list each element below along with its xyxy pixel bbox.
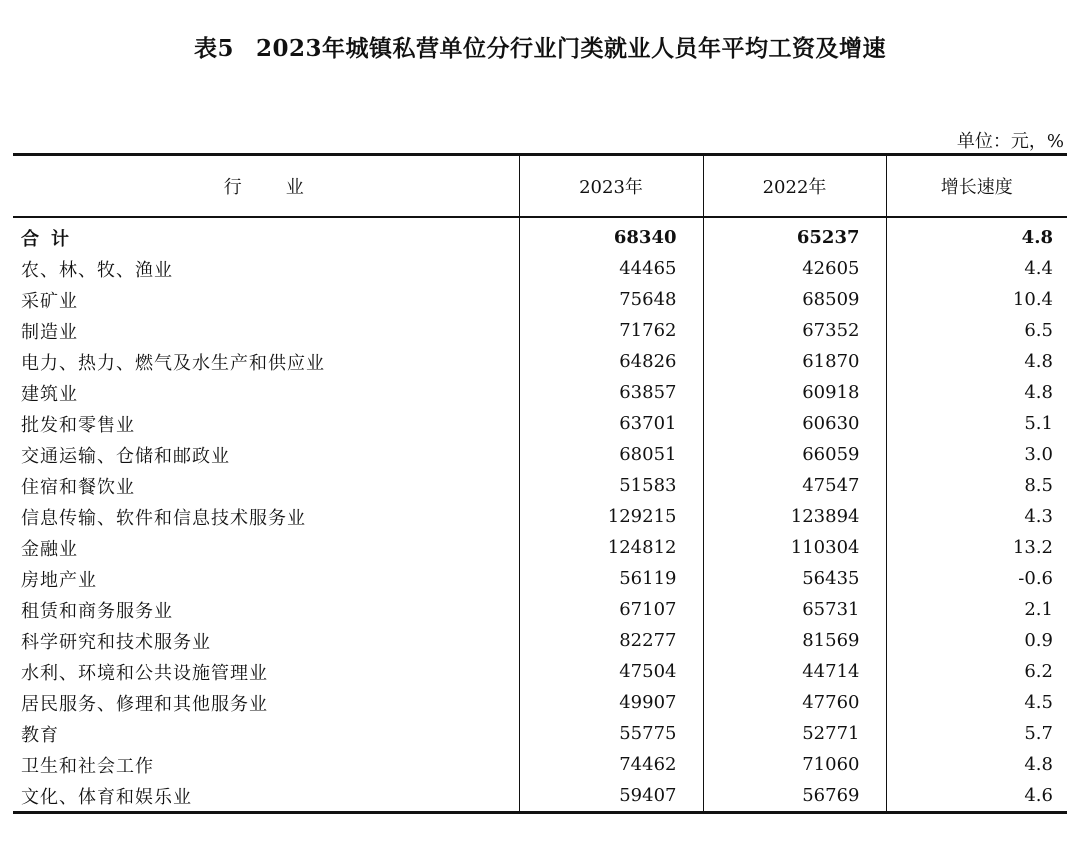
wage-2022-cell: 65237 <box>703 217 886 253</box>
table-number: 表5 <box>193 35 234 62</box>
wage-2023-cell: 75648 <box>519 284 703 315</box>
wage-2022-cell: 56435 <box>703 563 886 594</box>
table-row <box>13 718 1067 749</box>
growth-rate-cell: 3.0 <box>886 439 1067 470</box>
table-row <box>13 346 1067 377</box>
wage-2023-cell: 56119 <box>519 563 703 594</box>
industry-cell: 住宿和餐饮业 <box>21 476 135 498</box>
table-row <box>13 439 1067 470</box>
industry-cell: 信息传输、软件和信息技术服务业 <box>21 507 306 529</box>
wage-2022-cell: 47760 <box>703 687 886 718</box>
wage-2022-cell: 52771 <box>703 718 886 749</box>
wage-2023-cell: 82277 <box>519 625 703 656</box>
wage-2023-cell: 47504 <box>519 656 703 687</box>
industry-cell: 批发和零售业 <box>21 414 135 436</box>
wage-2022-cell: 60630 <box>703 408 886 439</box>
growth-rate-cell: 6.2 <box>886 656 1067 687</box>
industry-cell: 教育 <box>21 724 59 746</box>
wage-2022-cell: 60918 <box>703 377 886 408</box>
industry-cell: 房地产业 <box>21 569 97 591</box>
header-2022: 2022年 <box>703 155 886 218</box>
table-row <box>13 687 1067 718</box>
wage-2022-cell: 42605 <box>703 253 886 284</box>
table-row <box>13 470 1067 501</box>
table-row <box>13 532 1067 563</box>
growth-rate-cell: 4.6 <box>886 780 1067 813</box>
wage-2023-cell: 129215 <box>519 501 703 532</box>
growth-rate-cell: 13.2 <box>886 532 1067 563</box>
industry-cell: 居民服务、修理和其他服务业 <box>21 693 268 715</box>
industry-cell: 租赁和商务服务业 <box>21 600 173 622</box>
growth-rate-cell: 6.5 <box>886 315 1067 346</box>
table-row <box>13 749 1067 780</box>
wage-2023-cell: 55775 <box>519 718 703 749</box>
wage-2023-cell: 68340 <box>519 217 703 253</box>
growth-rate-cell: 0.9 <box>886 625 1067 656</box>
header-growth: 增长速度 <box>886 155 1067 218</box>
table-row <box>13 315 1067 346</box>
table-row <box>13 780 1067 813</box>
wage-2023-cell: 44465 <box>519 253 703 284</box>
wage-2022-cell: 61870 <box>703 346 886 377</box>
wage-2022-cell: 47547 <box>703 470 886 501</box>
industry-cell: 水利、环境和公共设施管理业 <box>21 662 268 684</box>
industry-cell: 合计 <box>21 228 81 250</box>
table-row <box>13 656 1067 687</box>
wage-2023-cell: 49907 <box>519 687 703 718</box>
growth-rate-cell: 5.7 <box>886 718 1067 749</box>
wage-2022-cell: 81569 <box>703 625 886 656</box>
growth-rate-cell: 8.5 <box>886 470 1067 501</box>
table-row <box>13 284 1067 315</box>
table-row <box>13 377 1067 408</box>
wage-2023-cell: 68051 <box>519 439 703 470</box>
industry-cell: 文化、体育和娱乐业 <box>21 786 192 808</box>
unit-note: 单位：元，% <box>956 131 1064 152</box>
wage-2023-cell: 51583 <box>519 470 703 501</box>
growth-rate-cell: 4.8 <box>886 377 1067 408</box>
industry-cell: 农、林、牧、渔业 <box>21 259 173 281</box>
wage-2023-cell: 74462 <box>519 749 703 780</box>
table-row <box>13 563 1067 594</box>
growth-rate-cell: 4.3 <box>886 501 1067 532</box>
industry-cell: 卫生和社会工作 <box>21 755 154 777</box>
growth-rate-cell: 5.1 <box>886 408 1067 439</box>
wage-2023-cell: 124812 <box>519 532 703 563</box>
wage-2022-cell: 71060 <box>703 749 886 780</box>
industry-cell: 科学研究和技术服务业 <box>21 631 211 653</box>
growth-rate-cell: 4.8 <box>886 749 1067 780</box>
wage-2022-cell: 110304 <box>703 532 886 563</box>
industry-cell: 建筑业 <box>21 383 78 405</box>
table-row <box>13 594 1067 625</box>
wage-2023-cell: 64826 <box>519 346 703 377</box>
wage-2023-cell: 71762 <box>519 315 703 346</box>
growth-rate-cell: 4.8 <box>886 217 1067 253</box>
wage-2023-cell: 59407 <box>519 780 703 813</box>
table-title <box>0 30 1080 63</box>
wage-2023-cell: 63857 <box>519 377 703 408</box>
industry-cell: 制造业 <box>21 321 78 343</box>
wage-2022-cell: 56769 <box>703 780 886 813</box>
wage-2022-cell: 44714 <box>703 656 886 687</box>
table-row <box>13 408 1067 439</box>
table-row <box>13 253 1067 284</box>
wage-2023-cell: 67107 <box>519 594 703 625</box>
growth-rate-cell: -0.6 <box>886 563 1067 594</box>
industry-cell: 电力、热力、燃气及水生产和供应业 <box>21 352 325 374</box>
table-row <box>13 501 1067 532</box>
header-row <box>13 155 1067 218</box>
growth-rate-cell: 10.4 <box>886 284 1067 315</box>
industry-cell: 采矿业 <box>21 290 78 312</box>
wage-2022-cell: 65731 <box>703 594 886 625</box>
table-title-text: 2023年城镇私营单位分行业门类就业人员年平均工资及增速 <box>256 35 887 62</box>
wage-2023-cell: 63701 <box>519 408 703 439</box>
wage-2022-cell: 123894 <box>703 501 886 532</box>
total-row <box>13 217 1067 253</box>
wage-2022-cell: 68509 <box>703 284 886 315</box>
table-body <box>13 217 1067 813</box>
industry-cell: 交通运输、仓储和邮政业 <box>21 445 230 467</box>
growth-rate-cell: 2.1 <box>886 594 1067 625</box>
industry-cell: 金融业 <box>21 538 78 560</box>
table-row <box>13 625 1067 656</box>
growth-rate-cell: 4.4 <box>886 253 1067 284</box>
growth-rate-cell: 4.5 <box>886 687 1067 718</box>
header-2023: 2023年 <box>519 155 703 218</box>
wage-2022-cell: 66059 <box>703 439 886 470</box>
wage-table <box>13 153 1067 814</box>
header-industry: 行业 <box>13 155 519 218</box>
growth-rate-cell: 4.8 <box>886 346 1067 377</box>
wage-2022-cell: 67352 <box>703 315 886 346</box>
